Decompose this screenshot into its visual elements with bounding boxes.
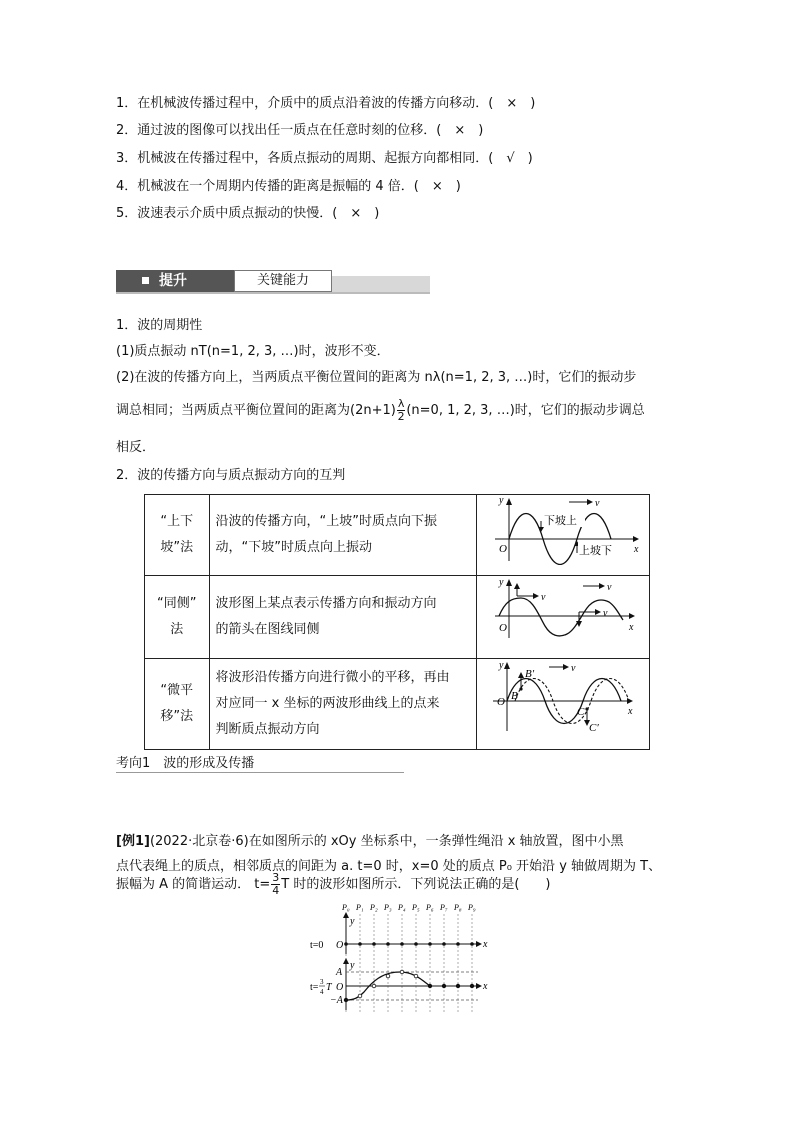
section-bar-fill: [332, 276, 430, 292]
desc-b: 动，“下坡”时质点向上振动: [215, 540, 372, 555]
direction-table: [144, 494, 650, 750]
rope-dot-t0: [386, 942, 390, 946]
desc-a: 将波形沿传播方向进行微小的平移，再由: [215, 670, 450, 685]
velocity-label: v: [602, 608, 608, 619]
example-tag: [例1]: [116, 834, 150, 849]
frac-den: 2: [397, 410, 405, 423]
desc-b: 的箭头在图线同侧: [215, 622, 320, 637]
rope-dot-t0: [456, 942, 460, 946]
method-b: 坡”法: [160, 540, 194, 555]
rope-dot-t34: [428, 984, 432, 988]
uphill-down-label: 上坡下: [578, 544, 612, 557]
small-shift-figure: [477, 659, 649, 739]
p1-l1: (1)质点振动 nT(n=1, 2, 3, …)时，波形不变．: [116, 344, 390, 359]
x-axis-label: x: [483, 981, 488, 992]
rope-dot-t34: [400, 970, 404, 974]
kaoxiang-title: 考向1 波的形成及传播: [116, 756, 255, 771]
uphill-downhill-figure: [477, 495, 649, 565]
method-b: 移”法: [160, 709, 194, 724]
rope-dot-t34: [470, 984, 474, 988]
origin-label: O: [498, 543, 507, 555]
square-icon: [142, 277, 149, 284]
method-a: “上下: [160, 514, 194, 529]
point-Cp-label: C′: [588, 722, 599, 734]
kaoxiang-underline: [116, 772, 404, 773]
judgment-5: 5．波速表示介质中质点振动的快慢．( × ): [116, 206, 380, 221]
velocity-label: v: [594, 498, 600, 509]
grid-lines: [346, 914, 472, 1012]
downhill-up-label: 下坡上: [543, 514, 577, 527]
y-axis-label: y: [350, 916, 355, 927]
rope-point-label: P₁: [356, 903, 364, 912]
y-axis-label: y: [498, 577, 504, 588]
t34-den: 4: [320, 988, 324, 996]
p1-l3b: (n=0, 1, 2, 3, …)时，它们的振动步调总: [406, 403, 645, 418]
desc-cell: [209, 576, 476, 659]
example-l3b: T 时的波形如图所示．下列说法正确的是( ): [281, 877, 551, 892]
figure-cell: [476, 576, 649, 659]
table-row: [145, 659, 650, 750]
rope-wave-figure: [306, 902, 496, 1020]
rope-dot-t0: [470, 942, 474, 946]
rope-dot-t34: [386, 974, 390, 978]
desc-a: 波形图上某点表示传播方向和振动方向: [215, 596, 437, 611]
same-side-figure: [477, 576, 649, 648]
rope-dot-t0: [372, 942, 376, 946]
p1-l3a: 调总相同；当两质点平衡位置间的距离为(2n+1): [116, 403, 396, 418]
frac-num: λ: [397, 397, 405, 410]
section-header: [116, 270, 430, 294]
table-row: [145, 576, 650, 659]
t34-label: [310, 982, 319, 993]
method-cell: [145, 576, 210, 659]
rope-dot-t34: [442, 984, 446, 988]
velocity-label: v: [606, 582, 612, 593]
p2-title: 2．波的传播方向与质点振动方向的互判: [116, 468, 346, 483]
p1-l3: [116, 396, 645, 426]
rope-dot-t0: [344, 942, 348, 946]
method-cell: [145, 659, 210, 750]
origin-label: O: [336, 940, 344, 951]
rope-dot-t34: [372, 984, 376, 988]
rope-dot-t0: [400, 942, 404, 946]
desc-b: 对应同一 x 坐标的两波形曲线上的点来: [215, 696, 440, 711]
origin-label: O: [496, 696, 505, 708]
x-axis-label: x: [633, 544, 639, 555]
t34-num: 3: [320, 978, 324, 986]
rope-dot-t34: [358, 994, 362, 998]
figure-cell: [476, 659, 649, 750]
rope-point-label: P₅: [412, 903, 420, 912]
origin-label: O: [498, 622, 507, 634]
judgment-1: 1．在机械波传播过程中，介质中的质点沿着波的传播方向移动．( × ): [116, 96, 536, 111]
method-cell: [145, 495, 210, 576]
method-a: “微平: [160, 683, 194, 698]
rope-point-label: P₆: [426, 903, 434, 912]
section-label: 关键能力: [234, 270, 332, 292]
rope-point-label: P₉: [468, 903, 476, 912]
rope-point-label: P₃: [384, 903, 392, 912]
judgment-2: 2．通过波的图像可以找出任一质点在任意时刻的位移．( × ): [116, 123, 484, 138]
rope-dot-t0: [442, 942, 446, 946]
section-tag: 提升: [116, 270, 234, 292]
point-C-label: C: [576, 706, 585, 718]
example-l1-text: (2022·北京卷·6)在如图所示的 xOy 坐标系中，一条弹性绳沿 x 轴放置，图中小黑: [149, 834, 624, 849]
point-labels: [341, 903, 476, 912]
point-Bp-label: B′: [524, 668, 535, 680]
y-axis-label: y: [350, 960, 355, 971]
rope-point-label: P₄: [398, 903, 406, 912]
rope-point-label: P₈: [454, 903, 462, 912]
rope-dot-t0: [414, 942, 418, 946]
origin-label: O: [336, 982, 344, 993]
velocity-label: v: [540, 592, 546, 603]
desc-cell: [209, 659, 476, 750]
y-axis-label: y: [498, 495, 504, 506]
rope-dot-t0: [428, 942, 432, 946]
table-row: [145, 495, 650, 576]
neg-amplitude-label: −A: [330, 995, 343, 1006]
t34-prefix: t=: [310, 982, 319, 993]
x-axis-label: x: [483, 939, 488, 950]
judgment-4: 4．机械波在一个周期内传播的距离是振幅的 4 倍．( × ): [116, 179, 461, 194]
method-a: “同侧”: [157, 596, 197, 611]
p1-title: 1．波的周期性: [116, 318, 203, 333]
method-b: 法: [170, 622, 184, 637]
example-l2: 点代表绳上的质点，相邻质点的间距为 a. t=0 时，x=0 处的质点 P₀ 开始沿 y 轴做周期为 T、: [116, 859, 662, 874]
rope-point-label: P₀: [342, 903, 350, 912]
rope-dot-t34: [414, 974, 418, 978]
velocity-label: v: [570, 663, 576, 674]
rope-point-label: P₂: [370, 903, 378, 912]
t0-label: t=0: [310, 940, 324, 951]
y-axis-label: y: [498, 660, 504, 671]
amplitude-label: A: [336, 967, 343, 978]
example-l1: [116, 833, 624, 851]
section-bar-base: [116, 292, 430, 294]
frac-den: 4: [272, 884, 280, 897]
figure-cell: [476, 495, 649, 576]
example-l3a: 振幅为 A 的简谐运动． t=: [116, 877, 271, 892]
point-B-label: B: [510, 690, 518, 702]
p1-l4: 相反．: [116, 440, 156, 455]
desc-cell: [209, 495, 476, 576]
frac-num: 3: [272, 871, 280, 884]
desc-c: 判断质点振动方向: [215, 722, 320, 737]
rope-dot-t34: [344, 998, 348, 1002]
judgment-3: 3．机械波在传播过程中，各质点振动的周期、起振方向都相同．( √ ): [116, 151, 533, 166]
rope-point-label: P₇: [440, 903, 448, 912]
x-axis-label: x: [628, 622, 634, 633]
x-axis-label: x: [627, 706, 633, 717]
example-l3: [116, 870, 551, 900]
rope-dot-t0: [358, 942, 362, 946]
desc-a: 沿波的传播方向，“上坡”时质点向下振: [215, 514, 437, 529]
rope-dot-t34: [456, 984, 460, 988]
fraction-lambda-2: [397, 398, 406, 423]
t34-T: T: [326, 982, 332, 993]
p1-l2: (2)在波的传播方向上，当两质点平衡位置间的距离为 nλ(n=1, 2, 3, …)时，它们的振动步: [116, 370, 637, 385]
fraction-3-4: [271, 872, 280, 897]
